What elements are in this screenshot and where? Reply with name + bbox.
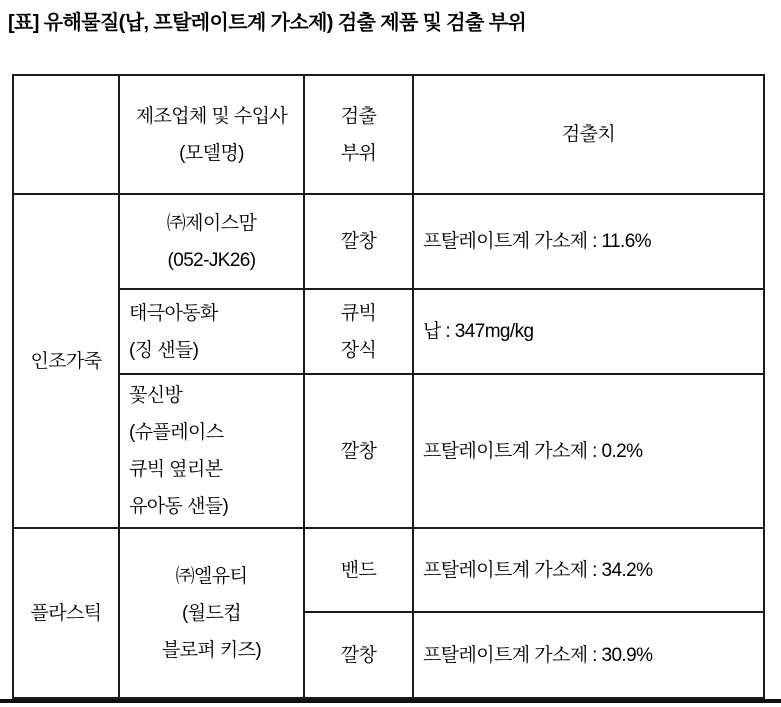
header-manufacturer-line: 제조업체 및 수입사 bbox=[135, 105, 288, 127]
manufacturer-line: ㈜엘유티 bbox=[175, 565, 248, 587]
manufacturer-line: 꽃신방 bbox=[129, 385, 183, 406]
manufacturer-line: (월드컵 bbox=[182, 602, 241, 624]
manufacturer-line: (052-JK26) bbox=[167, 249, 256, 271]
cell-value bbox=[413, 194, 764, 289]
cell-value bbox=[413, 612, 764, 698]
part-line: 깔창 bbox=[340, 644, 377, 666]
detection-results-table bbox=[12, 74, 765, 699]
table-row bbox=[13, 289, 764, 374]
cell-value bbox=[413, 528, 764, 612]
category-label: 플라스틱 bbox=[30, 602, 102, 624]
header-cell-value bbox=[413, 75, 764, 194]
manufacturer-line: (징 샌들) bbox=[129, 339, 199, 361]
value-text: 납 : 347mg/kg bbox=[423, 321, 534, 342]
table-row bbox=[13, 194, 764, 289]
manufacturer-line: 유아동 샌들) bbox=[129, 496, 229, 517]
manufacturer-line: ㈜제이스맘 bbox=[166, 212, 257, 234]
part-line: 깔창 bbox=[340, 231, 377, 252]
category-label: 인조가죽 bbox=[30, 350, 102, 372]
header-cell-part bbox=[304, 75, 413, 194]
cell-part bbox=[304, 612, 413, 698]
cell-manufacturer bbox=[119, 194, 304, 289]
cell-category-plastic bbox=[13, 528, 119, 698]
cell-category-synthetic-leather bbox=[13, 194, 119, 528]
cell-value bbox=[413, 374, 764, 528]
header-part-line: 검출 bbox=[340, 105, 377, 127]
value-text: 프탈레이트계 가소제 : 0.2% bbox=[423, 440, 643, 462]
value-text: 프탈레이트계 가소제 : 34.2% bbox=[423, 559, 653, 581]
cell-manufacturer bbox=[119, 374, 304, 528]
value-text: 프탈레이트계 가소제 : 11.6% bbox=[423, 231, 651, 252]
manufacturer-line: 태극아동화 bbox=[129, 302, 218, 324]
part-line: 깔창 bbox=[340, 440, 377, 462]
cell-part bbox=[304, 194, 413, 289]
cell-value bbox=[413, 289, 764, 374]
manufacturer-line: (슈플레이스 bbox=[129, 422, 224, 443]
page-title: [표] 유해물질(납, 프탈레이트계 가소제) 검출 제품 및 검출 부위 bbox=[8, 12, 527, 34]
table-row bbox=[13, 528, 764, 612]
header-manufacturer-line: (모델명) bbox=[179, 142, 244, 164]
header-value-label: 검출치 bbox=[561, 124, 616, 145]
cell-part bbox=[304, 528, 413, 612]
part-line: 장식 bbox=[340, 339, 377, 361]
cell-manufacturer bbox=[119, 289, 304, 374]
header-cell-category bbox=[13, 75, 119, 194]
cell-part bbox=[304, 374, 413, 528]
bottom-divider bbox=[0, 699, 781, 703]
value-text: 프탈레이트계 가소제 : 30.9% bbox=[423, 644, 653, 666]
manufacturer-line: 큐빅 옆리본 bbox=[129, 459, 223, 480]
manufacturer-line: 블로퍼 키즈) bbox=[161, 639, 262, 661]
header-part-line: 부위 bbox=[340, 142, 377, 164]
table-header-row bbox=[13, 75, 764, 194]
header-cell-manufacturer bbox=[119, 75, 304, 194]
cell-manufacturer bbox=[119, 528, 304, 698]
part-line: 밴드 bbox=[340, 559, 377, 581]
table-row bbox=[13, 374, 764, 528]
part-line: 큐빅 bbox=[340, 302, 377, 324]
cell-part bbox=[304, 289, 413, 374]
